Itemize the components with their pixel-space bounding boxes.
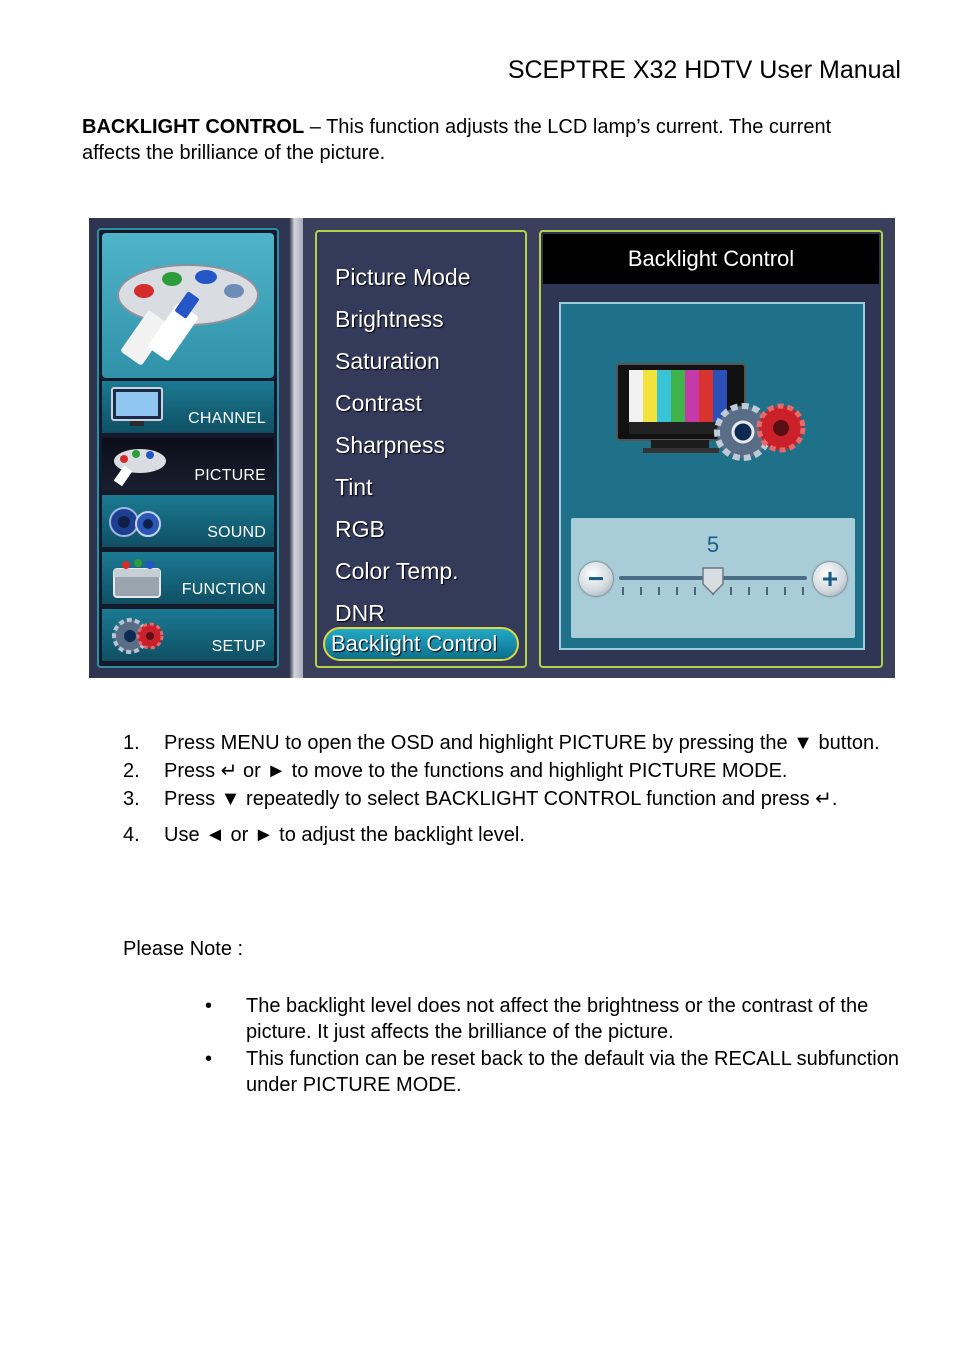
panel-title: Backlight Control [543,234,879,284]
bullet-text: The backlight level does not affect the brightness or the contrast of the picture. It just affects the brilliance of the picture. [246,995,869,1043]
speaker-icon [108,498,168,544]
menu-item-color-temp[interactable]: Color Temp. [335,558,459,584]
page-header: SCEPTRE X32 HDTV User Manual [507,56,901,84]
category-label: CHANNEL [188,410,266,427]
intro-term: BACKLIGHT CONTROL [82,116,305,138]
step-4 [123,822,913,848]
category-label: SOUND [207,524,266,541]
category-setup[interactable] [102,609,274,661]
step-number: 2. [123,760,140,782]
category-frame [97,228,279,668]
step-number: 1. [123,732,140,754]
osd-screenshot [89,218,895,678]
bullet-dot: • [205,1048,213,1070]
menu-item-contrast[interactable]: Contrast [335,390,422,416]
bullet-text: This function can be reset back to the default via the RECALL subfunction under PICTURE MODE. [246,1048,899,1096]
toolbox-icon [108,555,168,601]
bullet-dot: • [205,995,213,1017]
intro-paragraph [82,114,882,166]
category-picture[interactable] [102,438,274,490]
slider-thumb[interactable] [703,568,723,594]
category-label: FUNCTION [181,581,266,598]
step-number: 4. [123,824,140,846]
step-text: Press ↵ or ► to move to the functions and highlight PICTURE MODE. [164,760,788,782]
menu-item-picture-mode[interactable]: Picture Mode [335,264,471,290]
backlight-slider-box [571,518,855,638]
picture-palette-large-icon [102,233,274,378]
category-label: PICTURE [194,467,266,484]
category-label: SETUP [211,638,266,655]
monitor-gear-icon [615,360,811,466]
menu-item-backlight-control[interactable]: Backlight Control [323,627,519,661]
step-2 [123,758,913,784]
menu-item-saturation[interactable]: Saturation [335,348,440,374]
backlight-slider[interactable] [619,566,807,606]
slider-value: 5 [706,532,720,557]
step-number: 3. [123,788,140,810]
menu-item-sharpness[interactable]: Sharpness [335,432,445,458]
step-3 [123,786,913,812]
step-text: Use ◄ or ► to adjust the backlight level. [164,824,525,846]
category-sound[interactable] [102,495,274,547]
note-bullet-1 [205,993,905,1045]
step-text: Press MENU to open the OSD and highlight PICTURE by pressing the ▼ button. [164,732,880,754]
minus-button[interactable]: − [579,562,613,596]
menu-item-rgb[interactable]: RGB [335,516,385,542]
osd-divider [289,218,303,678]
category-function[interactable] [102,552,274,604]
picture-menu [315,230,527,668]
intro-text: – This function adjusts the LCD lamp’s current. The current affects the brilliance of the picture. [82,116,832,164]
plus-button[interactable]: + [813,562,847,596]
menu-item-brightness[interactable]: Brightness [335,306,444,332]
backlight-panel [539,230,883,668]
note-bullets [205,993,905,1099]
backlight-adjust-area [559,302,865,650]
category-channel[interactable] [102,381,274,433]
please-note-heading: Please Note : [123,938,244,960]
tv-icon [108,384,168,430]
menu-item-dnr[interactable]: DNR [335,600,385,626]
gear-icon [108,612,168,658]
step-text: Press ▼ repeatedly to select BACKLIGHT CONTROL function and press ↵. [164,788,838,810]
palette-icon [108,441,168,487]
step-1 [123,730,913,756]
osd-category-column [89,218,289,678]
note-bullet-2 [205,1046,905,1098]
menu-item-tint[interactable]: Tint [335,474,373,500]
instruction-steps [123,730,913,850]
